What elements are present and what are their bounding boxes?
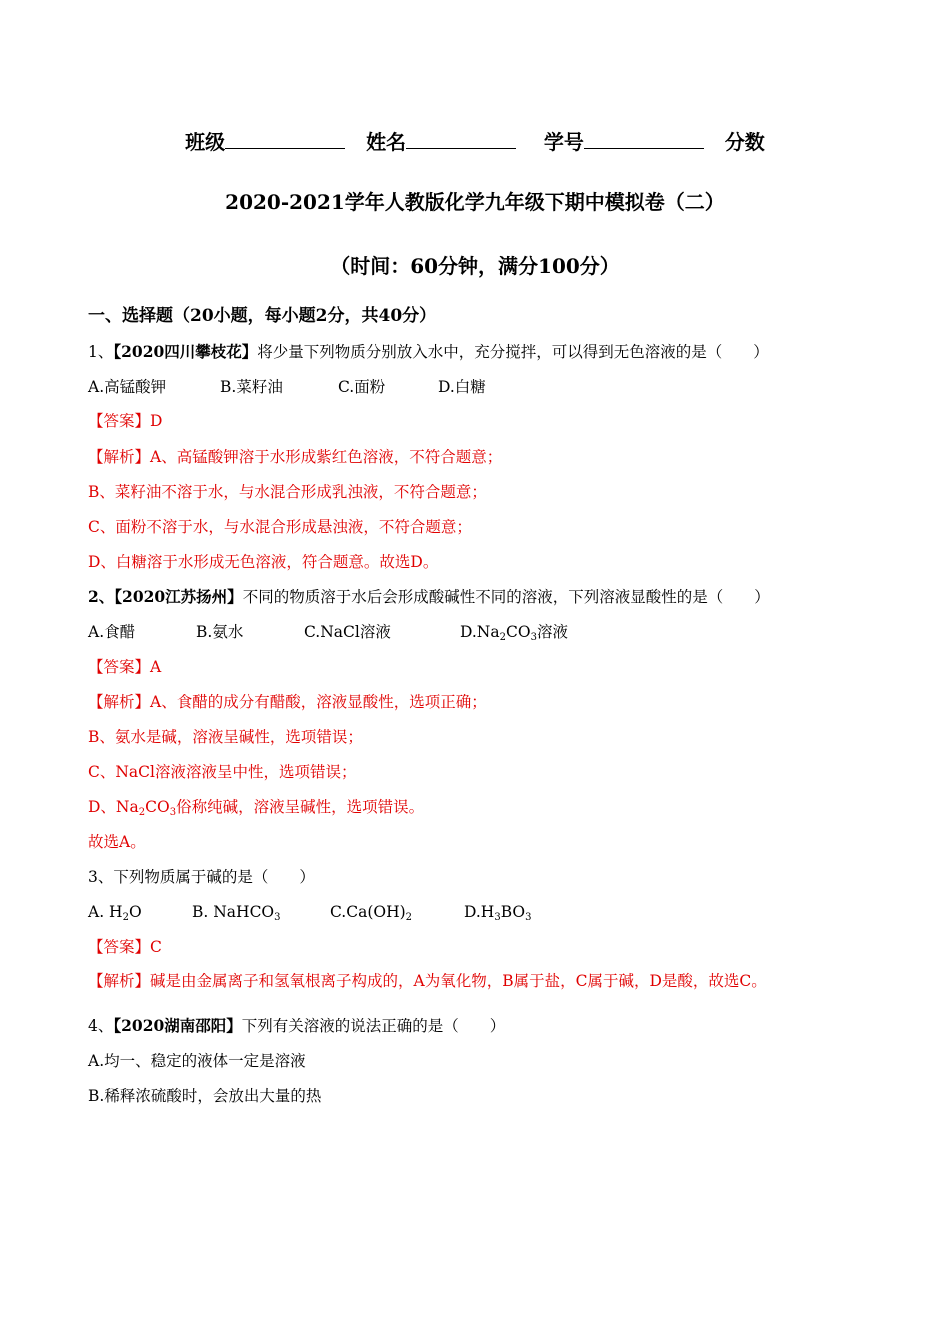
analysis-label: 【解析】 [88, 972, 151, 990]
question-number: 3、 [88, 868, 114, 886]
option-a[interactable]: A.食醋 [88, 623, 136, 641]
section-heading: 一、选择题（20小题，每小题2分，共40分） [88, 306, 437, 326]
option-a[interactable]: A.高锰酸钾 [88, 378, 167, 396]
option-b[interactable]: B.氨水 [196, 623, 244, 641]
formula-part: BO [500, 903, 526, 921]
option-b[interactable] [192, 902, 330, 922]
question-1-analysis-1 [88, 447, 502, 467]
question-1-analysis-3: C、面粉不溶于水，与水混合形成悬浊液，不符合题意； [88, 518, 472, 536]
id-blank[interactable] [584, 130, 704, 149]
question-number: 4、 [88, 1017, 114, 1035]
formula-subscript: 2 [138, 807, 146, 818]
answer-label: 【答案】 [88, 658, 151, 676]
formula-subscript: 2 [405, 912, 413, 923]
class-label: 班级 [185, 130, 226, 154]
question-1-answer [88, 411, 162, 431]
analysis-text: A、食醋的成分有醋酸，溶液显酸性，选项正确； [150, 693, 487, 711]
formula-part: D.H [464, 903, 495, 921]
answer-value: A [150, 658, 162, 676]
formula-subscript: 2 [122, 912, 129, 923]
question-1-stem [88, 342, 769, 362]
student-info-line [0, 130, 950, 152]
question-number: 2、 [88, 587, 115, 606]
question-1-options [88, 377, 486, 397]
option-c[interactable]: C.面粉 [338, 378, 386, 396]
question-3-options [88, 902, 531, 922]
option-a[interactable] [88, 902, 192, 922]
question-4-option-b[interactable]: B.稀释浓硫酸时，会放出大量的热 [88, 1087, 322, 1105]
option-d[interactable] [464, 902, 531, 922]
question-2-answer [88, 657, 161, 677]
formula-subscript: 2 [499, 632, 506, 643]
option-d[interactable]: D.白糖 [438, 378, 486, 396]
question-3-stem [88, 867, 315, 887]
question-2-stem [88, 587, 770, 607]
formula-part: 溶液 [536, 623, 568, 641]
class-blank[interactable] [225, 130, 345, 149]
question-2-analysis-2: B、氨水是碱，溶液呈碱性，选项错误； [88, 728, 363, 746]
formula-part: B. NaHCO [192, 903, 275, 921]
question-2-conclusion: 故选A。 [88, 833, 146, 851]
answer-value: C [150, 938, 162, 956]
formula-subscript: 3 [274, 912, 281, 923]
answer-value: D [150, 412, 163, 430]
question-4-stem [88, 1016, 505, 1036]
formula-subscript: 3 [530, 632, 537, 643]
question-source-tag: 【2020江苏扬州】 [114, 587, 243, 606]
question-text: 下列物质属于碱的是（ ） [113, 868, 315, 886]
formula-part: C.Ca(OH) [330, 903, 406, 921]
analysis-text: 碱是由金属离子和氢氧根离子构成的，A为氧化物，B属于盐，C属于碱，D是酸，故选C。 [150, 972, 767, 990]
formula-part: O [128, 903, 142, 921]
analysis-label: 【解析】 [88, 448, 151, 466]
question-1-analysis-4: D、白糖溶于水形成无色溶液，符合题意。故选D。 [88, 553, 439, 571]
answer-label: 【答案】 [88, 938, 151, 956]
exam-title: 2020-2021学年人教版化学九年级下期中模拟卷（二） [225, 190, 725, 214]
answer-label: 【答案】 [88, 412, 151, 430]
question-text: 下列有关溶液的说法正确的是（ ） [241, 1017, 506, 1035]
formula-part: D.Na [460, 623, 500, 641]
question-3-answer [88, 937, 162, 957]
option-d[interactable] [460, 622, 568, 642]
formula-subscript: 3 [525, 912, 532, 923]
analysis-text: D、Na [88, 798, 139, 816]
option-b[interactable]: B.菜籽油 [220, 378, 283, 396]
score-label: 分数 [724, 130, 765, 154]
question-3-analysis [88, 971, 767, 991]
option-c[interactable]: C.NaCl溶液 [304, 623, 391, 641]
name-label: 姓名 [366, 130, 407, 154]
question-2-analysis-3: C、NaCl溶液溶液呈中性，选项错误； [88, 763, 357, 781]
formula-subscript: 3 [494, 912, 501, 923]
analysis-label: 【解析】 [88, 693, 151, 711]
question-source-tag: 【2020湖南邵阳】 [113, 1016, 242, 1035]
question-2-analysis-4 [88, 797, 424, 817]
formula-subscript: 3 [169, 807, 177, 818]
question-1-analysis-2: B、菜籽油不溶于水，与水混合形成乳浊液，不符合题意； [88, 483, 487, 501]
question-source-tag: 【2020四川攀枝花】 [113, 342, 258, 361]
formula-part: A. H [88, 903, 123, 921]
analysis-text: A、高锰酸钾溶于水形成紫红色溶液，不符合题意； [150, 448, 503, 466]
question-2-options [88, 622, 568, 642]
option-c[interactable] [330, 902, 464, 922]
formula-part: CO [505, 623, 531, 641]
analysis-text: CO [145, 798, 170, 816]
question-number: 1、 [88, 343, 114, 361]
analysis-text: 俗称纯碱，溶液呈碱性，选项错误。 [176, 798, 425, 816]
question-text: 不同的物质溶于水后会形成酸碱性不同的溶液，下列溶液显酸性的是（ ） [242, 588, 770, 606]
question-4-option-a[interactable]: A.均一、稳定的液体一定是溶液 [88, 1052, 306, 1070]
name-blank[interactable] [406, 130, 516, 149]
id-label: 学号 [543, 130, 584, 154]
question-text: 将少量下列物质分别放入水中，充分搅拌，可以得到无色溶液的是（ ） [257, 343, 769, 361]
time-info: （时间：60分钟，满分100分） [330, 254, 620, 278]
question-2-analysis-1 [88, 692, 487, 712]
